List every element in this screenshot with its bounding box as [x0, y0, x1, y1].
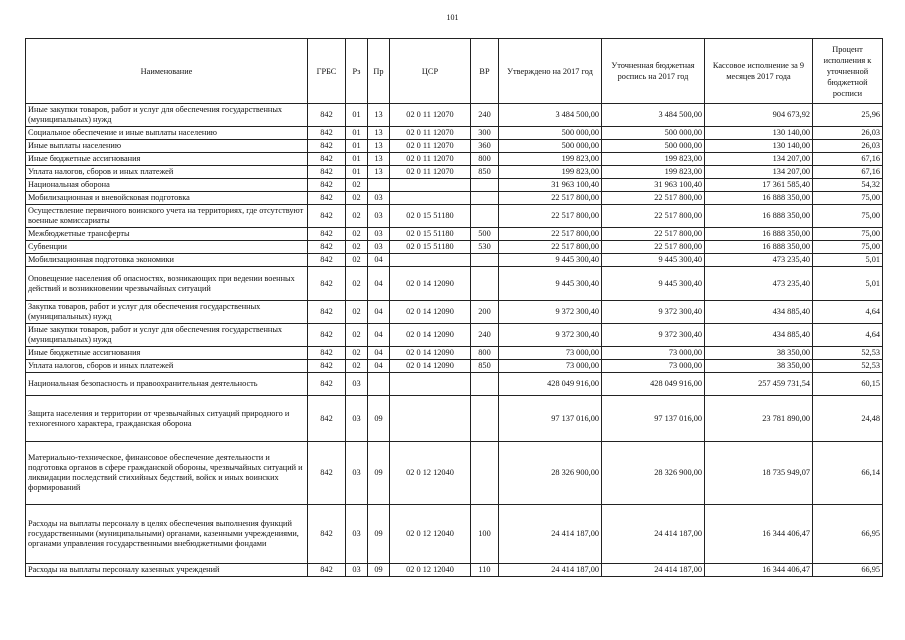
cell-grbs: 842 [308, 347, 346, 360]
cell-grbs: 842 [308, 564, 346, 577]
cell-grbs: 842 [308, 104, 346, 127]
cell-percent: 52,53 [813, 360, 883, 373]
cell-grbs: 842 [308, 166, 346, 179]
cell-approved: 500 000,00 [499, 127, 602, 140]
cell-name: Национальная безопасность и правоохранительная деятельность [26, 373, 308, 396]
cell-rz: 02 [346, 228, 368, 241]
cell-rz: 01 [346, 127, 368, 140]
cell-pr [368, 373, 390, 396]
cell-grbs: 842 [308, 254, 346, 267]
cell-pr: 03 [368, 241, 390, 254]
cell-csr: 02 0 11 12070 [390, 104, 471, 127]
cell-grbs: 842 [308, 505, 346, 564]
cell-name: Уплата налогов, сборов и иных платежей [26, 360, 308, 373]
cell-percent: 52,53 [813, 347, 883, 360]
cell-rz: 03 [346, 442, 368, 505]
cell-csr: 02 0 11 12070 [390, 166, 471, 179]
cell-refined: 9 372 300,40 [602, 324, 705, 347]
header-refined: Уточненная бюджетная роспись на 2017 год [602, 39, 705, 104]
cell-vr: 200 [471, 301, 499, 324]
cell-percent: 4,64 [813, 301, 883, 324]
cell-refined: 31 963 100,40 [602, 179, 705, 192]
cell-cash: 38 350,00 [705, 360, 813, 373]
cell-cash: 18 735 949,07 [705, 442, 813, 505]
cell-csr: 02 0 14 12090 [390, 267, 471, 301]
table-row [26, 104, 883, 127]
cell-percent: 26,03 [813, 140, 883, 153]
cell-approved: 73 000,00 [499, 360, 602, 373]
cell-rz: 03 [346, 564, 368, 577]
cell-percent: 66,95 [813, 564, 883, 577]
cell-approved: 9 372 300,40 [499, 301, 602, 324]
cell-rz: 01 [346, 140, 368, 153]
header-row [26, 39, 883, 104]
cell-cash: 434 885,40 [705, 301, 813, 324]
cell-vr [471, 254, 499, 267]
cell-name: Субвенции [26, 241, 308, 254]
table-row [26, 505, 883, 564]
cell-rz: 01 [346, 166, 368, 179]
cell-approved: 199 823,00 [499, 166, 602, 179]
cell-rz: 02 [346, 179, 368, 192]
cell-approved: 428 049 916,00 [499, 373, 602, 396]
cell-name: Уплата налогов, сборов и иных платежей [26, 166, 308, 179]
cell-grbs: 842 [308, 324, 346, 347]
cell-csr [390, 254, 471, 267]
cell-cash: 134 207,00 [705, 166, 813, 179]
cell-cash: 17 361 585,40 [705, 179, 813, 192]
cell-rz: 02 [346, 241, 368, 254]
table-row [26, 324, 883, 347]
cell-pr: 13 [368, 127, 390, 140]
cell-refined: 199 823,00 [602, 153, 705, 166]
cell-csr: 02 0 11 12070 [390, 153, 471, 166]
cell-pr: 04 [368, 360, 390, 373]
cell-percent: 25,96 [813, 104, 883, 127]
cell-rz: 02 [346, 205, 368, 228]
table-row [26, 179, 883, 192]
header-name: Наименование [26, 39, 308, 104]
cell-refined: 22 517 800,00 [602, 228, 705, 241]
cell-percent: 75,00 [813, 241, 883, 254]
cell-name: Осуществление первичного воинского учета на территориях, где отсутствуют военные комиссариаты [26, 205, 308, 228]
cell-cash: 130 140,00 [705, 127, 813, 140]
cell-cash: 134 207,00 [705, 153, 813, 166]
cell-csr: 02 0 11 12070 [390, 140, 471, 153]
cell-pr: 13 [368, 140, 390, 153]
cell-grbs: 842 [308, 373, 346, 396]
cell-rz: 02 [346, 267, 368, 301]
header-vr: ВР [471, 39, 499, 104]
cell-cash: 16 888 350,00 [705, 241, 813, 254]
cell-csr: 02 0 14 12090 [390, 301, 471, 324]
cell-pr [368, 179, 390, 192]
cell-refined: 500 000,00 [602, 140, 705, 153]
cell-refined: 24 414 187,00 [602, 505, 705, 564]
cell-rz: 02 [346, 192, 368, 205]
cell-name: Межбюджетные трансферты [26, 228, 308, 241]
table-row [26, 347, 883, 360]
cell-refined: 97 137 016,00 [602, 396, 705, 442]
cell-pr: 04 [368, 347, 390, 360]
cell-percent: 4,64 [813, 324, 883, 347]
cell-vr: 110 [471, 564, 499, 577]
cell-percent: 60,15 [813, 373, 883, 396]
cell-rz: 02 [346, 254, 368, 267]
cell-refined: 73 000,00 [602, 360, 705, 373]
cell-cash: 38 350,00 [705, 347, 813, 360]
cell-refined: 22 517 800,00 [602, 192, 705, 205]
cell-grbs: 842 [308, 396, 346, 442]
cell-rz: 02 [346, 347, 368, 360]
cell-vr: 800 [471, 347, 499, 360]
cell-grbs: 842 [308, 360, 346, 373]
cell-vr [471, 179, 499, 192]
cell-refined: 428 049 916,00 [602, 373, 705, 396]
cell-rz: 03 [346, 396, 368, 442]
cell-name: Оповещение населения об опасностях, возникающих при ведении военных действий и возникновении чрезвычайных ситуаций [26, 267, 308, 301]
cell-csr: 02 0 14 12090 [390, 347, 471, 360]
table-row [26, 254, 883, 267]
cell-name: Социальное обеспечение и иные выплаты населению [26, 127, 308, 140]
cell-percent: 5,01 [813, 254, 883, 267]
cell-percent: 75,00 [813, 228, 883, 241]
cell-csr: 02 0 14 12090 [390, 360, 471, 373]
cell-approved: 28 326 900,00 [499, 442, 602, 505]
budget-table [25, 38, 883, 577]
cell-approved: 9 445 300,40 [499, 254, 602, 267]
cell-name: Иные выплаты населению [26, 140, 308, 153]
cell-vr: 530 [471, 241, 499, 254]
cell-name: Расходы на выплаты персоналу казенных учреждений [26, 564, 308, 577]
cell-vr [471, 267, 499, 301]
table-row [26, 205, 883, 228]
cell-pr: 09 [368, 564, 390, 577]
cell-cash: 904 673,92 [705, 104, 813, 127]
cell-cash: 130 140,00 [705, 140, 813, 153]
cell-grbs: 842 [308, 140, 346, 153]
cell-name: Защита населения и территории от чрезвычайных ситуаций природного и техногенного характера, гражданская оборона [26, 396, 308, 442]
cell-percent: 24,48 [813, 396, 883, 442]
cell-csr: 02 0 12 12040 [390, 505, 471, 564]
cell-approved: 24 414 187,00 [499, 564, 602, 577]
cell-pr: 04 [368, 267, 390, 301]
cell-pr: 04 [368, 254, 390, 267]
cell-name: Иные бюджетные ассигнования [26, 347, 308, 360]
table-row [26, 166, 883, 179]
cell-grbs: 842 [308, 192, 346, 205]
cell-vr: 500 [471, 228, 499, 241]
cell-refined: 22 517 800,00 [602, 205, 705, 228]
table-row [26, 564, 883, 577]
cell-pr: 03 [368, 228, 390, 241]
cell-name: Расходы на выплаты персоналу в целях обеспечения выполнения функций государственными (муниципальными) органами, казенными учреждениями, органами управления государственными внебюджетными фондами [26, 505, 308, 564]
cell-refined: 500 000,00 [602, 127, 705, 140]
cell-refined: 9 372 300,40 [602, 301, 705, 324]
cell-rz: 01 [346, 104, 368, 127]
table-row [26, 373, 883, 396]
cell-percent: 75,00 [813, 205, 883, 228]
cell-cash: 434 885,40 [705, 324, 813, 347]
cell-refined: 22 517 800,00 [602, 241, 705, 254]
table-row [26, 442, 883, 505]
cell-cash: 16 888 350,00 [705, 205, 813, 228]
cell-csr: 02 0 12 12040 [390, 564, 471, 577]
cell-percent: 75,00 [813, 192, 883, 205]
cell-cash: 16 888 350,00 [705, 228, 813, 241]
cell-vr [471, 205, 499, 228]
cell-pr: 03 [368, 205, 390, 228]
cell-pr: 09 [368, 505, 390, 564]
cell-grbs: 842 [308, 153, 346, 166]
cell-approved: 199 823,00 [499, 153, 602, 166]
cell-approved: 73 000,00 [499, 347, 602, 360]
cell-grbs: 842 [308, 127, 346, 140]
cell-pr: 03 [368, 192, 390, 205]
cell-vr [471, 396, 499, 442]
table-row [26, 241, 883, 254]
cell-csr [390, 179, 471, 192]
cell-cash: 473 235,40 [705, 254, 813, 267]
cell-approved: 9 445 300,40 [499, 267, 602, 301]
table-row [26, 140, 883, 153]
cell-csr: 02 0 11 12070 [390, 127, 471, 140]
cell-name: Мобилизационная и вневойсковая подготовка [26, 192, 308, 205]
table-row [26, 228, 883, 241]
header-pr: Пр [368, 39, 390, 104]
header-grbs: ГРБС [308, 39, 346, 104]
cell-csr: 02 0 14 12090 [390, 324, 471, 347]
table-row [26, 153, 883, 166]
cell-grbs: 842 [308, 301, 346, 324]
table-row [26, 267, 883, 301]
cell-vr [471, 373, 499, 396]
table-row [26, 396, 883, 442]
cell-percent: 66,95 [813, 505, 883, 564]
cell-name: Национальная оборона [26, 179, 308, 192]
cell-vr: 360 [471, 140, 499, 153]
cell-approved: 24 414 187,00 [499, 505, 602, 564]
cell-pr: 04 [368, 301, 390, 324]
cell-pr: 09 [368, 396, 390, 442]
cell-rz: 02 [346, 301, 368, 324]
cell-grbs: 842 [308, 179, 346, 192]
cell-vr: 850 [471, 360, 499, 373]
cell-refined: 24 414 187,00 [602, 564, 705, 577]
cell-refined: 199 823,00 [602, 166, 705, 179]
cell-refined: 9 445 300,40 [602, 267, 705, 301]
header-cash: Кассовое исполнение за 9 месяцев 2017 года [705, 39, 813, 104]
cell-name: Иные бюджетные ассигнования [26, 153, 308, 166]
cell-vr: 100 [471, 505, 499, 564]
cell-vr [471, 192, 499, 205]
cell-grbs: 842 [308, 228, 346, 241]
cell-percent: 54,32 [813, 179, 883, 192]
cell-approved: 22 517 800,00 [499, 192, 602, 205]
table-row [26, 192, 883, 205]
cell-approved: 22 517 800,00 [499, 205, 602, 228]
cell-name: Материально-техническое, финансовое обеспечение деятельности и подготовка органов в сфере гражданской обороны, чрезвычайных ситуаций и ликвидации последствий стихийных бедствий, войск и иных воинских формирований [26, 442, 308, 505]
table-row [26, 301, 883, 324]
table-row [26, 360, 883, 373]
cell-approved: 22 517 800,00 [499, 241, 602, 254]
cell-cash: 257 459 731,54 [705, 373, 813, 396]
cell-vr: 850 [471, 166, 499, 179]
cell-grbs: 842 [308, 267, 346, 301]
cell-name: Закупка товаров, работ и услуг для обеспечения государственных (муниципальных) нужд [26, 301, 308, 324]
cell-vr: 800 [471, 153, 499, 166]
cell-csr: 02 0 12 12040 [390, 442, 471, 505]
cell-csr [390, 192, 471, 205]
cell-pr: 09 [368, 442, 390, 505]
cell-pr: 13 [368, 166, 390, 179]
table-row [26, 127, 883, 140]
cell-csr [390, 373, 471, 396]
cell-percent: 67,16 [813, 153, 883, 166]
cell-approved: 500 000,00 [499, 140, 602, 153]
header-rz: Рз [346, 39, 368, 104]
cell-cash: 473 235,40 [705, 267, 813, 301]
cell-percent: 67,16 [813, 166, 883, 179]
cell-name: Иные закупки товаров, работ и услуг для обеспечения государственных (муниципальных) нужд [26, 104, 308, 127]
cell-pr: 04 [368, 324, 390, 347]
cell-vr: 240 [471, 104, 499, 127]
cell-rz: 02 [346, 324, 368, 347]
cell-cash: 16 344 406,47 [705, 564, 813, 577]
cell-refined: 9 445 300,40 [602, 254, 705, 267]
cell-vr: 240 [471, 324, 499, 347]
cell-grbs: 842 [308, 205, 346, 228]
cell-approved: 31 963 100,40 [499, 179, 602, 192]
cell-name: Мобилизационная подготовка экономики [26, 254, 308, 267]
cell-csr: 02 0 15 51180 [390, 205, 471, 228]
cell-grbs: 842 [308, 241, 346, 254]
cell-refined: 73 000,00 [602, 347, 705, 360]
header-approved: Утверждено на 2017 год [499, 39, 602, 104]
cell-cash: 16 344 406,47 [705, 505, 813, 564]
cell-percent: 66,14 [813, 442, 883, 505]
cell-rz: 02 [346, 360, 368, 373]
cell-csr: 02 0 15 51180 [390, 241, 471, 254]
cell-approved: 97 137 016,00 [499, 396, 602, 442]
cell-approved: 3 484 500,00 [499, 104, 602, 127]
cell-refined: 28 326 900,00 [602, 442, 705, 505]
cell-name: Иные закупки товаров, работ и услуг для обеспечения государственных (муниципальных) нужд [26, 324, 308, 347]
header-csr: ЦСР [390, 39, 471, 104]
cell-rz: 03 [346, 373, 368, 396]
cell-vr [471, 442, 499, 505]
cell-refined: 3 484 500,00 [602, 104, 705, 127]
cell-approved: 9 372 300,40 [499, 324, 602, 347]
cell-cash: 23 781 890,00 [705, 396, 813, 442]
cell-rz: 01 [346, 153, 368, 166]
cell-csr: 02 0 15 51180 [390, 228, 471, 241]
cell-vr: 300 [471, 127, 499, 140]
cell-approved: 22 517 800,00 [499, 228, 602, 241]
header-percent: Процент исполнения к уточненной бюджетной росписи [813, 39, 883, 104]
cell-percent: 26,03 [813, 127, 883, 140]
cell-rz: 03 [346, 505, 368, 564]
page-number: 101 [446, 13, 459, 22]
cell-csr [390, 396, 471, 442]
cell-grbs: 842 [308, 442, 346, 505]
cell-pr: 13 [368, 104, 390, 127]
cell-percent: 5,01 [813, 267, 883, 301]
cell-pr: 13 [368, 153, 390, 166]
cell-cash: 16 888 350,00 [705, 192, 813, 205]
